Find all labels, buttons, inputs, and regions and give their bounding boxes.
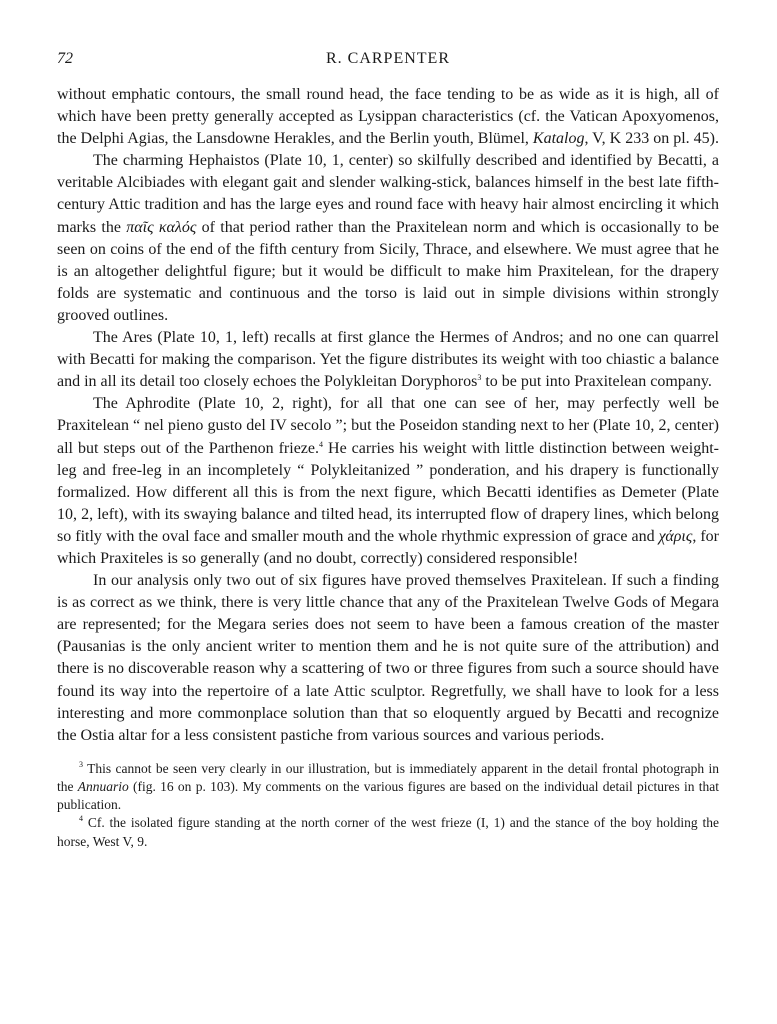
- running-title: R. CARPENTER: [325, 50, 450, 67]
- text-run: of that period rather than the Praxitelean norm and which is occasionally to be seen on coins of the end of the fifth century from Sicily, Thrace, and elsewhere. We must agree that he is an altogether delightful figure; but it would be difficult to make him Praxitelean, for the drapery folds are systematic and continuous and the torso is laid out in simple divisions within strongly grooved outlines.: [57, 218, 719, 324]
- text-run: He carries his weight with little distinction between weight-leg and free-leg in an incompletely “ Polykleitanized ” ponderation, and his drapery is functionally formalized. How different all this is from the next figure, which Becatti identifies as Demeter (Plate 10, 2, left), with its swaying balance and tilted head, its interrupted flow of drapery lines, which belong so fitly with the oval face and smaller mouth and the whole rhythmic expression of grace and: [57, 439, 719, 545]
- text-run: The Aphrodite (Plate 10, 2, right), for all that one can see of her, may perfectly well be Praxitelean “ nel pieno gusto del IV secolo ”; but the Poseidon standing next to her (Plate 10, 2, center) all but steps out of the Parthenon frieze.: [57, 395, 719, 457]
- text-run: The charming Hephaistos (Plate 10, 1, center) so skilfully described and identified by Becatti, a veritable Alcibiades with elegant gait and slender walking-stick, balances himself in the best late fifth-century Attic tradition and has the large eyes and round face with heavy hair almost encircling it which marks the: [57, 152, 719, 236]
- text-run: Cf. the isolated figure standing at the north corner of the west frieze (I, 1) and the stance of the boy holding the horse, West V, 9.: [57, 815, 719, 849]
- page-number: 72: [57, 50, 73, 67]
- footnote-4: [57, 814, 719, 850]
- paragraph-hephaistos: [57, 150, 719, 327]
- text-run: , for which Praxiteles is so generally (and no doubt, correctly) considered responsible!: [57, 527, 720, 567]
- page: [57, 44, 719, 851]
- running-head: [57, 44, 719, 70]
- footnotes: [57, 760, 719, 851]
- paragraph-analysis: In our analysis only two out of six figures have proved themselves Praxitelean. If such a finding is as correct as we think, there is very little chance that any of the Praxitelean Twelve Gods of Megara are represented; for the Megara series does not seem to have been a famous creation of the master (Pausanias is the only ancient writer to mention them and he is not quite sure of the attribution) and there is no discoverable reason why a scattering of two or three figures from such a source should have found its way into the repertoire of a late Attic sculptor. Regretfully, we shall have to look for a less interesting and more commonplace solution than that so eloquently argued by Becatti and recognize the Ostia altar for a less consistent pastiche from various sources and various periods.: [57, 572, 719, 744]
- text-run: This cannot be seen very clearly in our illustration, but is immediately apparent in the detail frontal photograph in the: [57, 760, 719, 795]
- paragraph-lysippan: [57, 84, 719, 150]
- italic-title: Katalog: [532, 130, 585, 148]
- text-run: (fig. 16 on p. 103). My comments on the various figures are based on the individual detail pictures in that publication.: [57, 779, 720, 813]
- greek-phrase: παῖς καλός: [126, 218, 197, 236]
- text-run: The Ares (Plate 10, 1, left) recalls at first glance the Hermes of Andros; and no one can quarrel with Becatti for making the comparison. Yet the figure distributes its weight with too chiastic a balance and in all its detail too closely echoes the Polykleitan Doryphoros: [57, 329, 719, 391]
- paragraph-aphrodite: [57, 393, 719, 570]
- footnote-ref: 4: [319, 439, 324, 449]
- greek-word: χάρις: [658, 527, 693, 545]
- text-run: to be put into Praxitelean company.: [481, 373, 712, 391]
- italic-title: Annuario: [77, 779, 129, 795]
- body-text: [57, 84, 719, 747]
- footnote-3: [57, 760, 719, 815]
- footnote-number: 3: [79, 759, 83, 769]
- footnote-number: 4: [79, 814, 83, 824]
- text-run: without emphatic contours, the small round head, the face tending to be as wide as it is high, all of which have been pretty generally accepted as Lysippan characteristics (cf. the Vatican Apoxyomenos, the Delphi Agias, the Lansdowne Herakles, and the Berlin youth, Blümel,: [57, 86, 719, 148]
- paragraph-ares: [57, 327, 719, 393]
- footnote-ref: 3: [477, 373, 482, 383]
- text-run: , V, K 233 on pl. 45).: [584, 130, 719, 148]
